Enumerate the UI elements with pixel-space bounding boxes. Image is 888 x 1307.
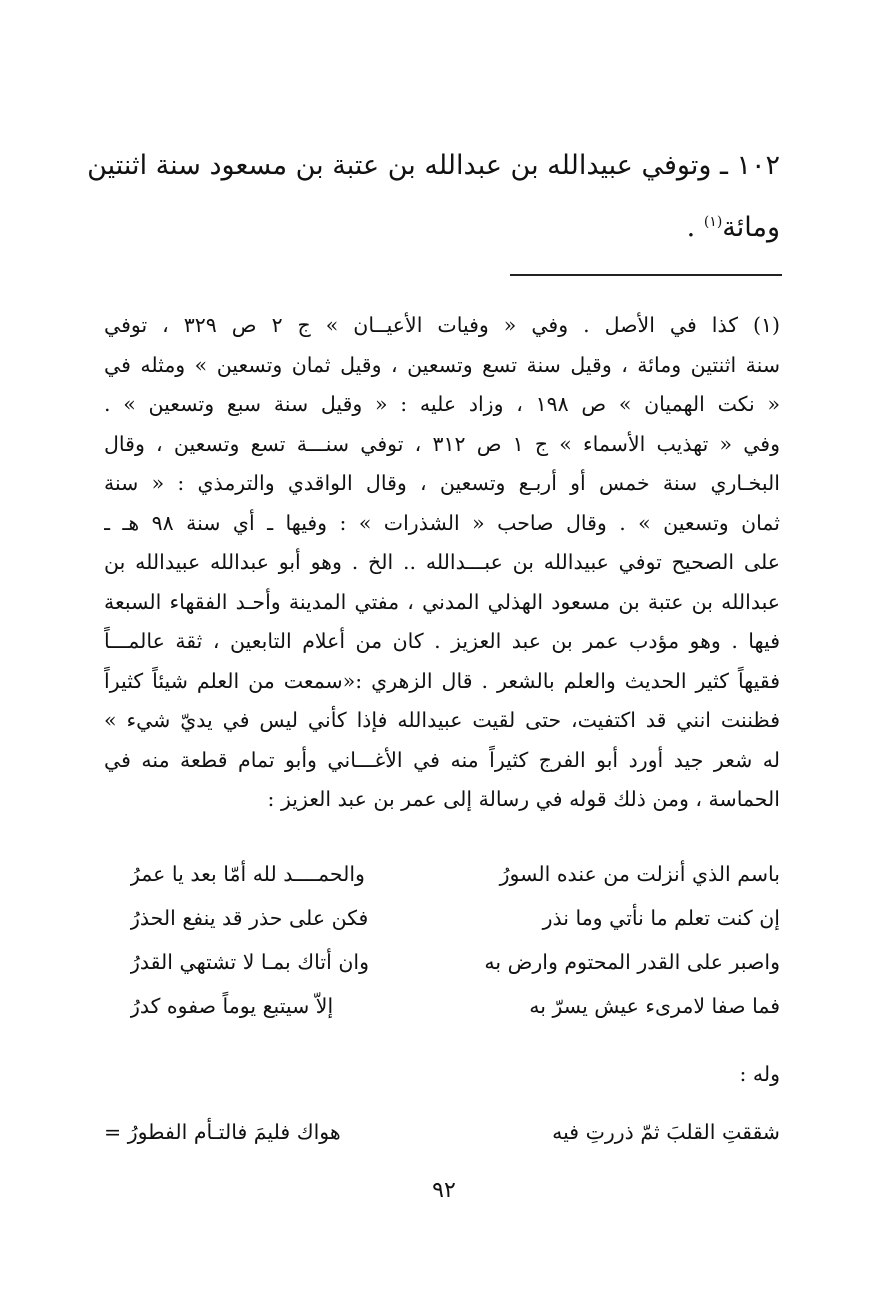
second-poem — [104, 1112, 780, 1152]
main-entry-line-2 — [100, 194, 780, 256]
verse-first-hemistich: شققتِ القلبَ ثمّ ذررتِ فيه — [552, 1120, 780, 1144]
footnote-line: له شعر جيد أورد أبو الفرج كثيراً منه في الأغـــاني وأبو تمام قطعة منه في — [104, 747, 780, 772]
main-entry-line-1: ١٠٢ ـ وتوفي عبيدالله بن عبدالله بن عتبة بن مسعود سنة اثنتين — [87, 150, 780, 181]
verse-first-hemistich: واصبر على القدر المحتوم وارض به — [484, 950, 780, 974]
footnote-line: عبدالله بن عتبة بن مسعود الهذلي المدني ، مفتي المدينة وأحـد الفقهاء السبعة — [104, 589, 780, 614]
poem-verse — [130, 896, 780, 940]
footnote-line: فقيهاً كثير الحديث والعلم بالشعر . قال الزهري :«سمعت من العلم شيئاً كثيراً — [104, 668, 780, 693]
footnote-line: فيها . وهو مؤدب عمر بن عبد العزيز . كان من أعلام التابعين ، ثقة عالمـــاً — [104, 629, 780, 653]
verse-second-hemistich: فكن على حذر قد ينفع الحذرُ — [130, 906, 369, 930]
poem-verse — [130, 984, 780, 1028]
footnote-line: (١) كذا في الأصل . وفي « وفيات الأعيــان » ج ٢ ص ٣٢٩ ، توفي — [104, 313, 780, 337]
poem-to-umar — [130, 852, 780, 1028]
poem-intro: وله : — [739, 1062, 780, 1086]
footnote-line: ثمان وتسعين » . وقال صاحب « الشذرات » : وفيها ـ أي سنة ٩٨ هـ ـ — [104, 510, 780, 535]
verse-second-hemistich: والحمــــد لله أمّا بعد يا عمرُ — [130, 862, 365, 886]
footnote-reference[interactable]: (١) — [703, 214, 723, 230]
verse-first-hemistich: فما صفا لامرىء عيش يسرّ به — [529, 994, 780, 1018]
verse-first-hemistich: إن كنت تعلم ما نأتي وما نذر — [542, 906, 780, 930]
poem-verse — [104, 1112, 780, 1152]
footnote-line: فظننت انني قد اكتفيت، حتى لقيت عبيدالله فإذا كأني ليس في يديّ شيء » — [104, 708, 780, 732]
verse-first-hemistich: باسم الذي أنزلت من عنده السورُ — [499, 862, 780, 886]
footnote-separator — [510, 274, 782, 276]
footnote-line: على الصحيح توفي عبيدالله بن عبـــدالله .. الخ . وهو أبو عبدالله عبيدالله بن — [104, 550, 780, 574]
page-number: ٩٢ — [432, 1178, 456, 1203]
main-entry-line-2-text: ومائة — [722, 212, 780, 243]
footnote-line: الحماسة ، ومن ذلك قوله في رسالة إلى عمر بن عبد العزيز : — [267, 787, 780, 811]
main-entry-102 — [87, 138, 780, 256]
footnote-line: سنة اثنتين ومائة ، وقيل سنة تسع وتسعين ، وقيل ثمان وتسعين » ومثله في — [104, 352, 780, 377]
footnote-line: البخـاري سنة خمس أو أربـع وتسعين ، وقال الواقدي والترمذي : « سنة — [104, 471, 780, 495]
footnote-line: « نكت الهميان » ص ١٩٨ ، وزاد عليه : « وقيل سنة سبع وتسعين » . — [104, 392, 780, 416]
verse-second-hemistich: وان أتاك بمـا لا تشتهي القدرُ — [130, 950, 369, 974]
verse-second-hemistich: هواك فليمَ فالتـأم الفطورُ = — [104, 1120, 341, 1144]
footnote-line: وفي « تهذيب الأسماء » ج ١ ص ٣١٢ ، توفي سنـــة تسع وتسعين ، وقال — [104, 431, 780, 456]
verse-second-hemistich: إلاّ سيتبع يوماً صفوه كدرُ — [130, 994, 334, 1018]
footnote-1 — [104, 306, 780, 820]
main-entry-line-2-period: . — [686, 212, 696, 243]
poem-verse — [130, 852, 780, 896]
poem-verse — [130, 940, 780, 984]
